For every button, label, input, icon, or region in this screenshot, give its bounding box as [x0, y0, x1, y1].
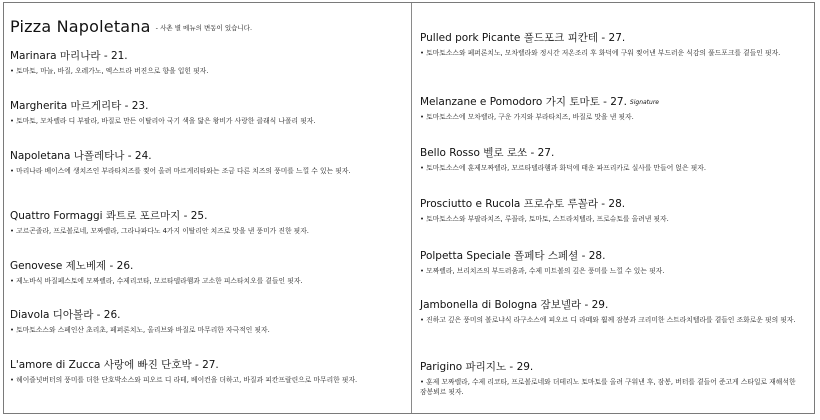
menu-board: [3, 2, 815, 414]
menu-item-prosciutto: [420, 198, 810, 224]
menu-item-quattro-formaggi: [10, 210, 406, 236]
item-name: Bello Rosso 벨로 로쏘 - 27.: [420, 147, 555, 159]
item-name: Jambonella di Bologna 잠보넬라 - 29.: [420, 299, 609, 311]
column-divider: [411, 3, 412, 413]
item-description: • 마리나라 베이스에 생치즈인 부라타치즈를 찢어 올려 마르게리타와는 조금 다른 치즈의 풍미를 느낄 수 있는 핏자.: [10, 167, 351, 175]
menu-item-napoletana: [10, 150, 406, 176]
item-name: L'amore di Zucca 사랑에 빠진 단호박 - 27.: [10, 359, 219, 371]
item-name: Marinara 마리나라 - 21.: [10, 50, 128, 62]
item-description: • 토마토, 마늘, 바질, 오레가노, 엑스트라 버진으로 향을 입힌 핏자.: [10, 67, 209, 75]
item-name: Prosciutto e Rucola 프로슈토 루꼴라 - 28.: [420, 198, 626, 210]
item-name: Pulled pork Picante 풀드포크 피칸테 - 27.: [420, 32, 626, 44]
item-description: • 고르곤졸라, 프로볼로네, 모짜렐라, 그라나파다노 4가지 이탈리안 치즈로 맛을 낸 풍미가 진한 핏자.: [10, 227, 309, 235]
item-description: • 토마토, 모차렐라 디 부팔라, 바질로 만든 이탈리아 국기 색을 닮은 왕비가 사랑한 클래식 나폴리 핏자.: [10, 117, 316, 125]
item-description: • 토마토소스와 페퍼론치노, 모차렐라와 정시간 저온조리 후 화덕에 구워 찢어낸 부드러운 식감의 풀드포크를 곁들인 핏자.: [420, 49, 781, 57]
item-description: • 토마토소스에 모차렐라, 구운 가지와 부라타치즈, 바질로 맛을 낸 핏자.: [420, 113, 634, 121]
menu-note: - 사촌 별 메뉴의 변동이 있습니다.: [155, 24, 253, 32]
item-description: • 헤이즐넛버터의 풍미를 더한 단호박소스와 피오르 디 라테, 베이컨을 더하고, 바질과 피칸프랄린으로 마무리한 핏자.: [10, 376, 358, 384]
item-name: Polpetta Speciale 폴페타 스페셜 - 28.: [420, 250, 606, 262]
item-name: Quattro Formaggi 콰트로 포르마지 - 25.: [10, 210, 208, 222]
item-name: Diavola 디아볼라 - 26.: [10, 309, 121, 321]
item-description: • 제노바식 바질페스토에 모짜렐라, 수제리코타, 모르타델라햄과 고소한 피스타치오를 곁들인 핏자.: [10, 277, 303, 285]
item-description: • 진하고 깊은 풍미의 볼로냐식 라구소스에 피오르 디 라떼와 훨께 잠봉과 크리미한 스트라치텔라를 곁들인 조화로운 핏의 핏자.: [420, 316, 796, 324]
signature-badge: Signature: [629, 99, 659, 106]
menu-item-bello-rosso: [420, 147, 810, 173]
item-description: • 토마토소스와 부팔라치즈, 루꼴라, 토마토, 스트라치텔라, 프로슈토를 올려낸 핏자.: [420, 215, 669, 223]
item-description: • 모짜렐라, 브리치즈의 부드러움과, 수제 미트볼의 깊은 풍미를 느낄 수 있는 핏자.: [420, 267, 665, 275]
item-description: • 토마토소스와 스페인산 초리초, 페퍼론치노, 올리브와 바질로 마무리한 자극적인 핏자.: [10, 326, 270, 334]
item-description: • 훈제 모짜렐라, 수제 리코타, 프로볼로네와 더테리노 토마토를 올려 구워낸 후, 잠봉, 버터를 곁들어 준고게 스타일로 재해석한 잠봉뵈르 핏자.: [420, 378, 796, 396]
menu-title: Pizza Napoletana: [10, 17, 151, 36]
item-name: Genovese 제노베제 - 26.: [10, 260, 134, 272]
menu-item-diavola: [10, 309, 406, 335]
menu-item-amore-di-zucca: [10, 359, 406, 385]
item-name: Melanzane e Pomodoro 가지 토마토 - 27. Signature: [420, 96, 659, 108]
item-name: Parigino 파리지노 - 29.: [420, 361, 534, 373]
menu-item-marinara: [10, 50, 406, 76]
item-name: Napoletana 나폴레타나 - 24.: [10, 150, 152, 162]
menu-item-melanzane: [420, 96, 810, 122]
item-description: • 토마토소스에 훈제모짜렐라, 모르타델라햄과 화덕에 태운 파프리카로 실사를 만들어 얹은 핏자.: [420, 164, 706, 172]
menu-item-genovese: [10, 260, 406, 286]
menu-item-jambonella: [420, 299, 810, 325]
menu-item-margherita: [10, 100, 406, 126]
menu-header: [10, 17, 252, 36]
menu-item-parigino: [420, 361, 810, 397]
item-name: Margherita 마르게리타 - 23.: [10, 100, 149, 112]
menu-item-polpetta: [420, 250, 810, 276]
menu-item-pulled-pork: [420, 32, 810, 58]
